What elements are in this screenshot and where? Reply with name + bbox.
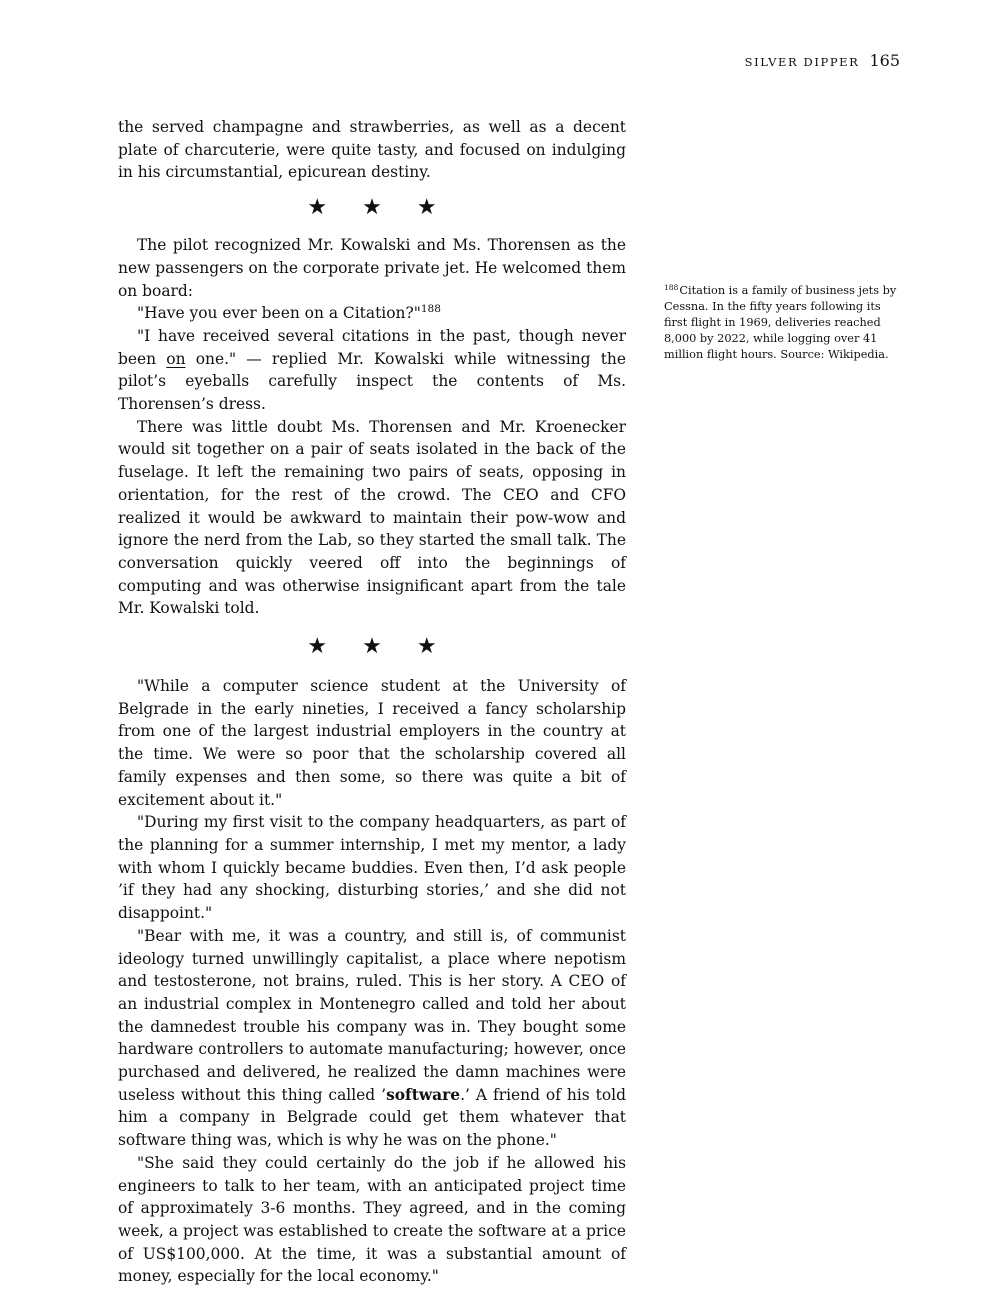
main-text-column: [118, 116, 626, 1288]
margin-note: [664, 283, 900, 363]
page-header: [745, 51, 900, 70]
running-title: SILVER DIPPER: [744, 55, 860, 69]
paragraph-9: "She said they could certainly do the job if he allowed his engineers to talk to her team, with an anticipated project time of approximately 3-6 months. They agreed, and in the coming week, a project was established to create the software at a price of US$100,000. At the time, it was a substantial amount of money, especially for the local economy.": [118, 1153, 626, 1286]
margin-note-marker: 188: [664, 283, 679, 292]
paragraph-2: The pilot recognized Mr. Kowalski and Ms. Thorensen as the new passengers on the corporate private jet. He welcomed them on board:: [118, 236, 626, 300]
paragraph-8: [118, 925, 626, 1152]
paragraph-7: "During my first visit to the company headquarters, as part of the planning for a summer internship, I met my mentor, a lady with whom I quickly became buddies. Even then, I’d ask people ’if they had any shocking, disturbing stories,’ and she did not disappoint.": [118, 813, 626, 923]
section-break-stars: ★ ★ ★: [307, 195, 451, 221]
paragraph-4-end: one." — replied Mr. Kowalski while witnessing the pilot’s eyeballs carefully inspect the contents of Ms. Thorensen’s dress.: [118, 349, 626, 414]
paragraph-4-start: "I have received several citations in the past, though never been: [118, 326, 626, 368]
paragraph-3: [118, 302, 626, 325]
margin-note-text: Citation is a family of business jets by Cessna. In the fifty years following its first flight in 1969, deliveries reached 8,000 by 2022, while logging over 41 million flight hours. Source: Wikipedia.: [664, 284, 897, 361]
paragraph-6: "While a computer science student at the University of Belgrade in the early nineties, I received a fancy scholarship from one of the largest industrial employers in the country at the time. We were so poor that the scholarship covered all family expenses and then some, so there was quite a bit of excitement about it.": [118, 677, 626, 809]
footnote-reference[interactable]: 188: [420, 303, 441, 316]
bold-word: software: [386, 1084, 461, 1104]
paragraph-8-end: .’ A friend of his told him a company in Belgrade could get them whatever that software thing was, which is why he was on the phone.": [118, 1085, 626, 1150]
paragraph-3-text: "Have you ever been on a Citation?": [137, 304, 421, 323]
page-number: 165: [869, 51, 900, 70]
paragraph-5: There was little doubt Ms. Thorensen and Mr. Kroenecker would sit together on a pair of seats isolated in the back of the fuselage. It left the remaining two pairs of seats, opposing in orientation, for the rest of the crowd. The CEO and CFO realized it would be awkward to maintain their pow-wow and ignore the nerd from the Lab, so they started the small talk. The conversation quickly veered off into the beginnings of computing and was otherwise insignificant apart from the tale Mr. Kowalski told.: [118, 417, 626, 618]
paragraph-1: the served champagne and strawberries, as well as a decent plate of charcuterie, were quite tasty, and focused on indulging in his circumstantial, epicurean destiny.: [118, 118, 626, 182]
paragraph-4: [118, 325, 626, 416]
paragraph-8-start: "Bear with me, it was a country, and still is, of communist ideology turned unwillingly capitalist, a place where nepotism and testosterone, not brains, ruled. This is her story. A CEO of an industrial complex in Montenegro called and told her about the damnedest trouble his company was in. They bought some hardware controllers to automate manufacturing; however, once purchased and delivered, he realized the damn machines were useless without this thing called ’: [118, 926, 626, 1104]
underlined-word: on: [166, 349, 186, 368]
section-break-stars: ★ ★ ★: [307, 634, 451, 660]
